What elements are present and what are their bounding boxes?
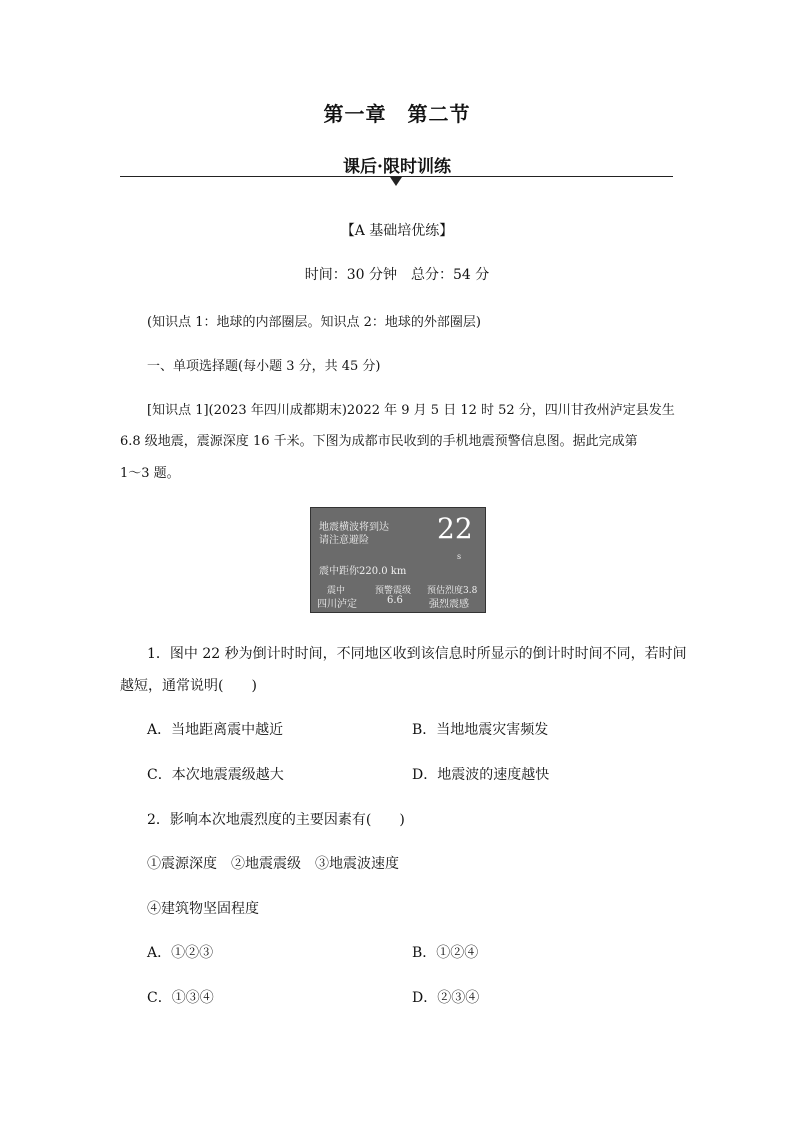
alert-countdown-unit: s: [457, 552, 462, 561]
material-line-1: [知识点 1](2023 年四川成都期末)2022 年 9 月 5 日 12 时 52 分，四川甘孜州泸定县发生: [147, 403, 675, 418]
alert-line-2: 请注意避险: [319, 535, 369, 546]
page-subtitle: 课后·限时训练: [343, 157, 451, 177]
alert-col2-value: 6.6: [387, 595, 403, 606]
question-2-option-b: B．①②④: [412, 945, 479, 961]
alert-countdown: 22: [437, 512, 473, 545]
material-line-2: 6.8 级地震，震源深度 16 千米。下图为成都市民收到的手机地震预警信息图。据此完成第: [120, 434, 638, 449]
question-2-factors-line-1: ①震源深度 ②地震震级 ③地震波速度: [147, 856, 399, 872]
material-line-3: 1～3 题。: [120, 466, 180, 481]
alert-distance: 震中距你220.0 km: [319, 566, 407, 577]
earthquake-alert-image: [310, 507, 486, 613]
alert-col3-value: 强烈震感: [429, 599, 469, 610]
question-1-option-b: B．当地地震灾害频发: [412, 722, 549, 738]
question-1-stem-line-1: 1．图中 22 秒为倒计时时间，不同地区收到该信息时所显示的倒计时时间不同，若时间: [147, 646, 687, 662]
question-2-option-a: A．①②③: [147, 945, 214, 961]
question-1-stem-line-2: 越短，通常说明( ): [120, 678, 257, 694]
part-heading: 一、单项选择题(每小题 3 分，共 45 分): [147, 359, 381, 374]
alert-line-1: 地震横波将到达: [319, 522, 389, 533]
question-2-option-c: C．①③④: [147, 990, 214, 1006]
divider-arrow-icon: [390, 177, 402, 186]
question-2-stem: 2．影响本次地震烈度的主要因素有( ): [147, 812, 405, 828]
question-2-factors-line-2: ④建筑物坚固程度: [147, 901, 259, 917]
alert-col3-label: 预估烈度3.8: [427, 586, 478, 596]
section-label: 【A 基础培优练】: [340, 223, 454, 239]
time-info: 时间：30 分钟 总分：54 分: [304, 267, 490, 283]
question-1-option-a: A．当地距离震中越近: [147, 722, 284, 738]
question-1-option-d: D．地震波的速度越快: [412, 767, 550, 783]
page-title: 第一章 第二节: [323, 102, 471, 126]
alert-col2-label: 预警震级: [375, 586, 412, 596]
question-1-option-c: C．本次地震震级越大: [147, 767, 284, 783]
knowledge-note: (知识点 1：地球的内部圈层。知识点 2：地球的外部圈层): [147, 315, 481, 330]
alert-col1-value: 四川泸定: [317, 599, 357, 610]
alert-col1-label: 震中: [327, 586, 346, 596]
question-2-option-d: D．②③④: [412, 990, 480, 1006]
